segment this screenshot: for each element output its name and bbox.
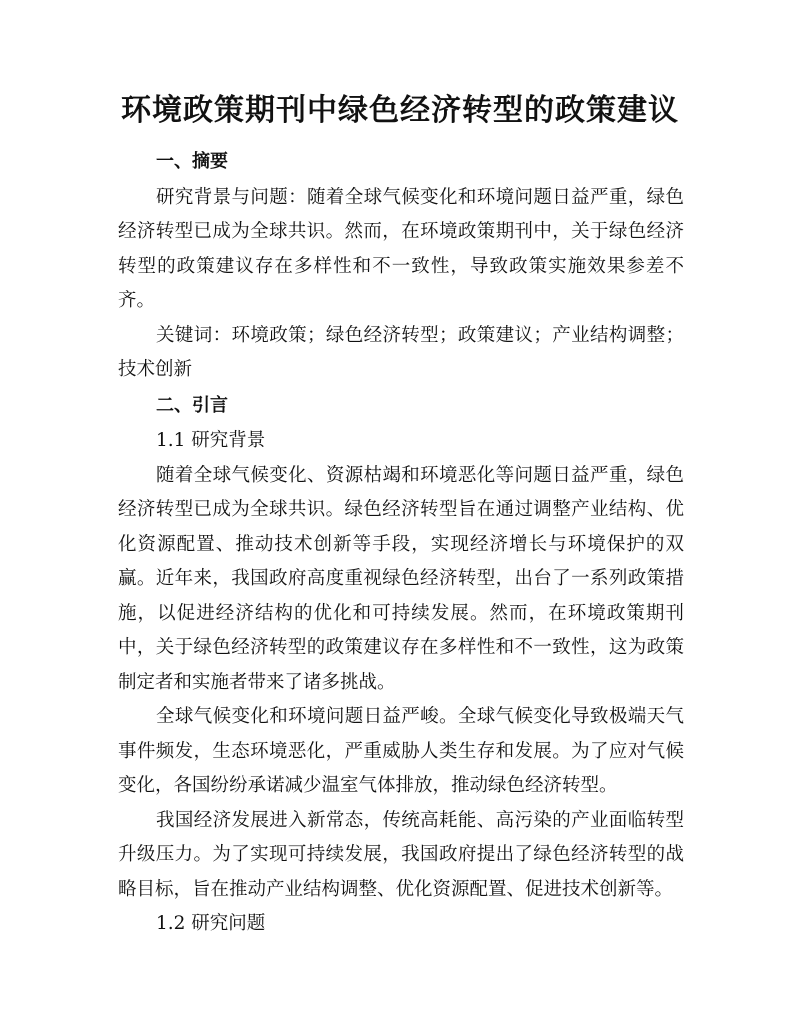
economy-paragraph: 我国经济发展进入新常态，传统高耗能、高污染的产业面临转型升级压力。为了实现可持续发展，我国政府提出了绿色经济转型的战略目标，旨在推动产业结构调整、优化资源配置、促进技术创新等。 — [118, 809, 684, 900]
document-title: 环境政策期刊中绿色经济转型的政策建议 — [121, 93, 679, 128]
section-1-2-heading: 1.2 研究问题 — [156, 913, 266, 934]
section-1-1-heading: 1.1 研究背景 — [156, 430, 266, 451]
document-body — [118, 144, 684, 942]
abstract-paragraph: 研究背景与问题：随着全球气候变化和环境问题日益严重，绿色经济转型已成为全球共识。然而，在环境政策期刊中，关于绿色经济转型的政策建议存在多样性和不一致性，导致政策实施效果参差不齐。 — [118, 186, 684, 311]
intro-heading: 二、引言 — [156, 394, 228, 416]
abstract-heading: 一、摘要 — [156, 151, 228, 172]
keywords-paragraph: 关键词：环境政策；绿色经济转型；政策建议；产业结构调整；技术创新 — [118, 324, 684, 380]
background-paragraph: 随着全球气候变化、资源枯竭和环境恶化等问题日益严重，绿色经济转型已成为全球共识。绿色经济转型旨在通过调整产业结构、优化资源配置、推动技术创新等手段，实现经济增长与环境保护的双赢。近年来，我国政府高度重视绿色经济转型，出台了一系列政策措施，以促进经济结构的优化和可持续发展。然而，在环境政策期刊中，关于绿色经济转型的政策建议存在多样性和不一致性，这为政策制定者和实施者带来了诸多挑战。 — [118, 464, 684, 693]
climate-paragraph: 全球气候变化和环境问题日益严峻。全球气候变化导致极端天气事件频发，生态环境恶化，严重威胁人类生存和发展。为了应对气候变化，各国纷纷承诺减少温室气体排放，推动绿色经济转型。 — [118, 706, 684, 796]
